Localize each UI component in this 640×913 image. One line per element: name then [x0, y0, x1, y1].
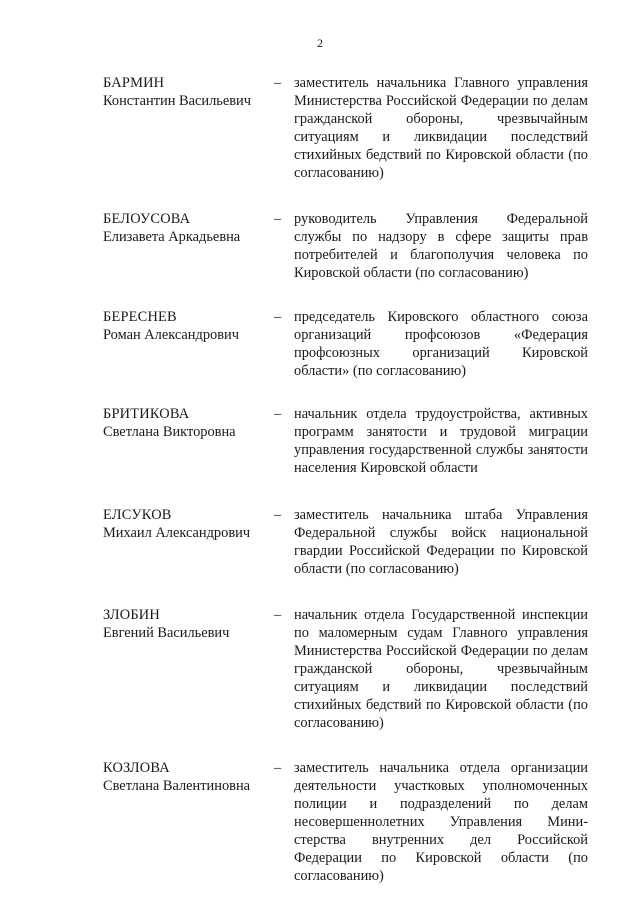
member-name	[103, 210, 273, 246]
member-name	[103, 308, 273, 344]
member-position: руководитель Управления Федеральной службы по надзору в сфере защиты прав потребителей и благополучия человека по Кировской области (по согласованию)	[294, 211, 588, 281]
member-position: заместитель начальника Главного управления Министерства Российской Федерации по делам гражданской обороны, чрезвычайным ситуациям и ликвидации последствий стихийных бедствий по Кировской области (по согласованию)	[294, 75, 588, 181]
member-surname: КОЗЛОВА	[103, 760, 170, 776]
page-number: 2	[317, 36, 323, 50]
member-surname: БЕЛОУСОВА	[103, 211, 191, 227]
member-given-names: Михаил Александрович	[103, 525, 251, 541]
member-surname: БРИТИКОВА	[103, 406, 190, 422]
member-entry	[103, 74, 588, 182]
member-list	[103, 74, 588, 913]
member-entry	[103, 606, 588, 732]
member-entry	[103, 405, 588, 477]
member-entry	[103, 308, 588, 380]
member-entry	[103, 506, 588, 578]
member-name	[103, 405, 273, 441]
member-position: заместитель начальника штаба Управления Федеральной службы войск национальной гвардии Российской Федерации по Кировской области (по согласованию)	[294, 507, 588, 577]
member-name	[103, 759, 273, 795]
member-given-names: Елизавета Аркадьевна	[103, 229, 241, 245]
member-given-names: Светлана Валентиновна	[103, 778, 251, 794]
member-name	[103, 506, 273, 542]
member-given-names: Евгений Васильевич	[103, 625, 230, 641]
separator-dash: –	[274, 309, 282, 325]
member-surname: ЕЛСУКОВ	[103, 507, 172, 523]
member-name	[103, 606, 273, 642]
member-given-names: Константин Васильевич	[103, 93, 251, 109]
member-position: начальник отдела трудоустройства, активных программ занятости и трудовой миграции управления государственной службы занятости населения Кировской области	[294, 406, 588, 476]
member-entry	[103, 759, 588, 885]
separator-dash: –	[274, 507, 282, 523]
member-position: начальник отдела Государственной инспекции по маломерным судам Главного управления Министерства Российской Федерации по делам гражданской обороны, чрезвычайным ситуациям и ликвидации последствий стихийных бедствий по Кировской области (по согласованию)	[294, 607, 588, 731]
member-name	[103, 74, 273, 110]
member-given-names: Роман Александрович	[103, 327, 239, 343]
member-given-names: Светлана Викторовна	[103, 424, 236, 440]
member-surname: БАРМИН	[103, 75, 165, 91]
separator-dash: –	[274, 211, 282, 227]
member-entry	[103, 210, 588, 282]
member-surname: ЗЛОБИН	[103, 607, 160, 623]
member-position: председатель Кировского областного союза организаций профсоюзов «Федерация профсоюзных организаций Кировской области» (по согласованию)	[294, 309, 588, 379]
separator-dash: –	[274, 760, 282, 776]
separator-dash: –	[274, 75, 282, 91]
member-position: заместитель начальника отдела организации деятельности участковых уполномоченных полиции и подразделений по делам несовершеннолетних Управления Мини-стерства внутренних дел Российской Федерации по Кировской области (по согласованию)	[294, 760, 588, 884]
member-surname: БЕРЕСНЕВ	[103, 309, 177, 325]
separator-dash: –	[274, 406, 282, 422]
separator-dash: –	[274, 607, 282, 623]
